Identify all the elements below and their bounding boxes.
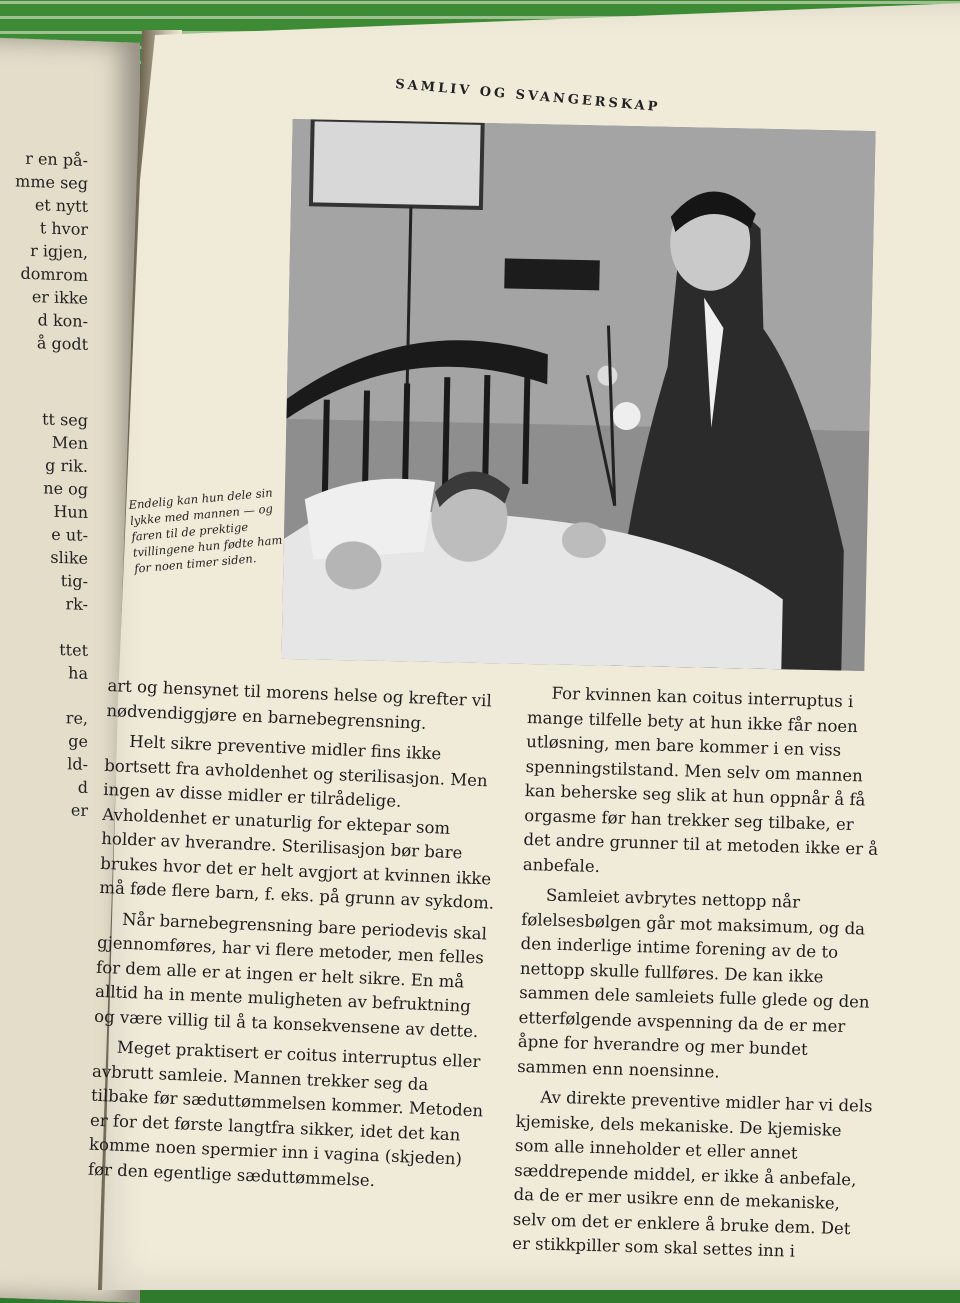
running-head: SAMLIV OG SVANGERSKAP	[394, 77, 661, 116]
left-page-text-fragment: r en på-	[25, 148, 88, 170]
left-page-text-fragment: g rik.	[45, 455, 88, 476]
left-page-text-fragment: ttet	[59, 639, 88, 660]
left-page-text-fragment: er ikke	[31, 287, 88, 308]
left-page-text-fragment: rk-	[65, 594, 88, 614]
left-page-text-fragment: ha	[68, 663, 88, 683]
paragraph: Helt sikre preventive midler fins ikke bortsett fra avholdenhet og sterilisasjon. Men ingen av disse midler er tilrådelige. Avholdenhet er unaturlig for ektepar som holder av hverandre. Sterilisasjon bør bare brukes hvor det er helt avgjort at kvinnen ikke må føde flere barn, f. eks. på grunn av sykdom.	[99, 731, 495, 913]
left-page-text-fragment: domrom	[20, 263, 88, 285]
left-page-text-fragment: re,	[65, 708, 88, 728]
left-page-text-fragment: tt seg	[42, 409, 88, 430]
left-page-text-fragment: å godt	[36, 333, 88, 354]
paragraph: Når barnebegrensning bare periodevis skal gjennomføres, har vi flere metoder, men felles for dem alle er at ingen er helt sikre. En må alltid ha in mente muligheten av befruktning og være villig til å ta konsekvensene av dette.	[93, 909, 488, 1041]
photograph	[281, 119, 875, 671]
left-page-text-fragment: er	[70, 800, 88, 820]
paragraph: For kvinnen kan coitus interruptus i mange tilfelle bety at hun ikke får noen utløsning, men bare kommer i en viss spenningstilstand. Men selv om mannen kan beherske seg slik at hun oppnår å få orgasme før han trekker seg tilbake, er det andre grunner til at metoden ikke er å anbefale.	[522, 683, 879, 876]
left-page-text-fragment: r igjen,	[30, 240, 88, 262]
left-page-text-fragment: slike	[50, 547, 88, 568]
paragraph: Av direkte preventive midler har vi dels kjemiske, dels mekaniske. De kjemiske som alle inneholder et eller annet sæddrepende middel, er ikke å anbefale, da de er mer usikre enn de mekaniske, selv om det er enklere å bruke dem. Det er stikkpiller som skal settes inn i	[512, 1087, 873, 1261]
left-page-text-fragment: et nytt	[34, 195, 88, 216]
left-page-text-fragment: d kon-	[37, 310, 88, 331]
paragraph: Meget praktisert er coitus interruptus eller avbrutt samleie. Mannen trekker seg da tilbake før sæduttømmelsen kommer. Metoden er for det første langtfra sikker, idet det kan komme noen spermier inn i vagina (skjeden) før den egentlige sæduttømmelse.	[87, 1037, 484, 1190]
left-page-text-fragment: ne og	[43, 478, 88, 499]
left-page-text-fragment: ge	[68, 731, 88, 751]
left-page-text-fragment: t hvor	[39, 218, 88, 239]
left-text-column	[87, 674, 502, 1203]
left-page-text-fragment: ld-	[67, 754, 88, 774]
left-page-text-fragment: Men	[51, 432, 88, 453]
left-page-text-fragment: d	[77, 777, 88, 797]
photo-caption: Endelig kan hun dele sin lykke med mannen — og faren til de prektige tvillingene hun fødte ham for noen timer siden.	[128, 485, 283, 576]
right-text-column	[512, 681, 888, 1272]
left-page-text-fragment: e ut-	[51, 524, 88, 545]
left-page-text-fragment: Hun	[53, 501, 88, 522]
paragraph: Samleiet avbrytes nettopp når følelsesbølgen går mot maksimum, og da den inderlige intime forening av de to nettopp skulle fullføres. De kan ikke sammen dele samleiets fulle glede og den etterfølgende avspenning da de er mer åpne for hverandre og mer bundet sammen enn noensinne.	[516, 885, 870, 1081]
paragraph: art og hensynet til morens helse og krefter vil nødvendiggjøre en barnebegrensning.	[106, 675, 493, 733]
left-page-text-fragment: mme seg	[15, 171, 88, 193]
left-page-text-fragment: tig-	[60, 571, 88, 591]
